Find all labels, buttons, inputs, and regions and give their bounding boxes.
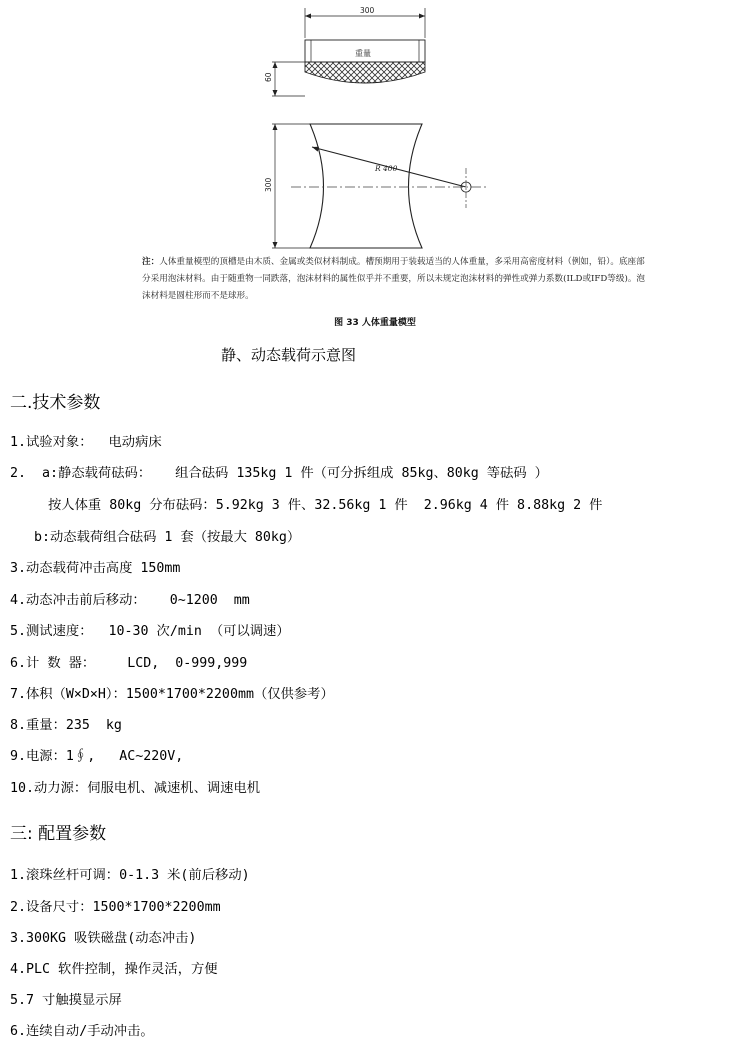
tech-param-item: 按人体重 80kg 分布砝码：5.92kg 3 件、32.56kg 1 件 2.96kg 4 件 8.88kg 2 件 — [48, 498, 603, 513]
tech-param-item: 3.动态载荷冲击高度 150mm — [10, 561, 181, 576]
config-item: 6.连续自动/手动冲击。 — [10, 1024, 154, 1039]
weight-block — [272, 40, 425, 83]
diagram-subtitle: 静、动态载荷示意图 — [221, 346, 357, 364]
weight-label: 重量 — [355, 49, 371, 58]
note-text: 人体重量模型的顶槽是由木质、金属或类似材料制成。槽预期用于装载适当的人体重量，多采用高密度材料（例如，铅）。底座部分采用泡沫材料。由于随重物一同跌落，泡沫材料的属性似乎并不重要，所以未规定泡沫材料的弹性或弹力系数(ILD或IFD等级)。泡沫材料是圆柱形而不是球形。 — [142, 257, 646, 301]
width-dimension — [305, 6, 425, 38]
tech-param-item: 7.体积（W×D×H）：1500*1700*2200mm（仅供参考） — [10, 687, 334, 702]
figure-note — [142, 254, 652, 305]
width-label: 300 — [360, 6, 375, 15]
height-label: 300 — [264, 177, 273, 192]
tech-param-item: 4.动态冲击前后移动： 0~1200 mm — [10, 593, 250, 608]
radius-label: R 400 — [375, 164, 398, 173]
tech-param-item: 1.试验对象： 电动病床 — [10, 435, 162, 450]
config-item: 3.300KG 吸铁磁盘(动态冲击) — [10, 931, 197, 946]
foam-label: 60 — [264, 72, 273, 82]
section-configuration-title: 三: 配置参数 — [10, 824, 107, 844]
config-item: 5.7 寸触摸显示屏 — [10, 993, 122, 1008]
foam-dimension — [264, 62, 305, 96]
config-item: 4.PLC 软件控制，操作灵活，方便 — [10, 962, 218, 977]
tech-param-item: 5.测试速度： 10-30 次/min （可以调速） — [10, 624, 290, 639]
note-prefix: 注： — [142, 257, 160, 267]
tech-param-item: 9.电源：1∮, AC~220V, — [10, 749, 184, 764]
foam-base — [305, 62, 425, 83]
figure-caption: 图 33 人体重量模型 — [334, 318, 416, 328]
config-item: 2.设备尺寸：1500*1700*2200mm — [10, 900, 221, 915]
cylinder-side-view — [291, 124, 488, 248]
section-technical-parameters-title: 二.技术参数 — [10, 393, 101, 413]
config-item: 1.滚珠丝杆可调：0-1.3 米(前后移动) — [10, 868, 250, 883]
tech-param-item: 6.计 数 器： LCD, 0-999,999 — [10, 656, 248, 671]
tech-param-item: b:动态载荷组合砝码 1 套（按最大 80kg） — [34, 530, 301, 545]
tech-param-item: 8.重量：235 kg — [10, 718, 122, 733]
height-dimension — [264, 124, 310, 248]
tech-param-item: 10.动力源：伺服电机、减速机、调速电机 — [10, 781, 261, 796]
tech-param-item: 2. a:静态载荷砝码： 组合砝码 135kg 1 件（可分拆组成 85kg、80kg 等砝码 ） — [10, 466, 548, 481]
